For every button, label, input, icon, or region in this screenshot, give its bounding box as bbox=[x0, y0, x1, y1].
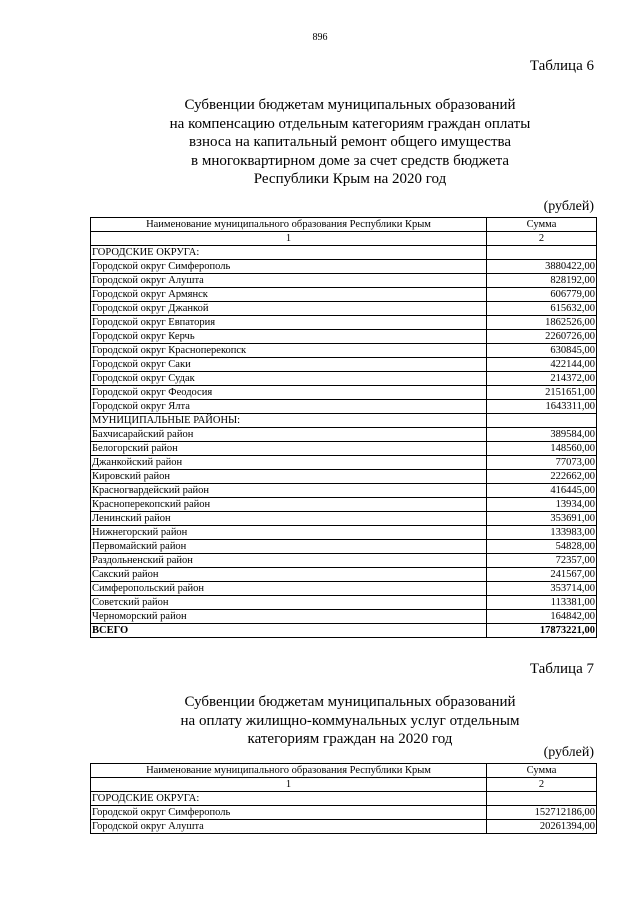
table-row bbox=[91, 512, 597, 526]
row-sum: 3880422,00 bbox=[487, 260, 597, 274]
table6-units: (рублей) bbox=[543, 199, 594, 214]
table6 bbox=[90, 217, 597, 638]
row-sum: 389584,00 bbox=[487, 428, 597, 442]
row-sum: 615632,00 bbox=[487, 302, 597, 316]
table6-heading-line: Республики Крым на 2020 год bbox=[253, 171, 447, 187]
table-row bbox=[91, 344, 597, 358]
total-label: ВСЕГО bbox=[91, 624, 487, 638]
table-row bbox=[91, 358, 597, 372]
table-row bbox=[91, 526, 597, 540]
section-row bbox=[91, 414, 597, 428]
table-row bbox=[91, 260, 597, 274]
table-row bbox=[91, 400, 597, 414]
table7 bbox=[90, 763, 597, 834]
row-sum: 828192,00 bbox=[487, 274, 597, 288]
empty-cell bbox=[487, 414, 597, 428]
section-row bbox=[91, 246, 597, 260]
row-sum: 1643311,00 bbox=[487, 400, 597, 414]
table6-column-number-row bbox=[91, 232, 597, 246]
row-name: Раздольненский район bbox=[91, 554, 487, 568]
row-sum: 54828,00 bbox=[487, 540, 597, 554]
row-name: Городской округ Симферополь bbox=[91, 260, 487, 274]
row-name: Первомайский район bbox=[91, 540, 487, 554]
row-sum: 416445,00 bbox=[487, 484, 597, 498]
table-row bbox=[91, 316, 597, 330]
table7-heading-line: на оплату жилищно-коммунальных услуг отдельным bbox=[180, 712, 520, 729]
row-name: Кировский район bbox=[91, 470, 487, 484]
column-header-sum: Сумма bbox=[487, 218, 597, 232]
table-row bbox=[91, 428, 597, 442]
table-row bbox=[91, 484, 597, 498]
row-sum: 13934,00 bbox=[487, 498, 597, 512]
row-sum: 133983,00 bbox=[487, 526, 597, 540]
table7-heading-line: категориям граждан на 2020 год bbox=[247, 731, 453, 747]
row-name: Сакский район bbox=[91, 568, 487, 582]
table-row bbox=[91, 274, 597, 288]
row-sum: 2260726,00 bbox=[487, 330, 597, 344]
table7-label: Таблица 7 bbox=[529, 661, 594, 677]
table-row bbox=[91, 302, 597, 316]
table6-heading bbox=[60, 96, 640, 189]
table6-heading-line: взноса на капитальный ремонт общего имущества bbox=[188, 134, 512, 150]
column-number: 2 bbox=[487, 232, 597, 246]
row-sum: 72357,00 bbox=[487, 554, 597, 568]
table-row bbox=[91, 330, 597, 344]
table6-heading-line: в многоквартирном доме за счет средств бюджета bbox=[191, 152, 509, 169]
row-name: Городской округ Алушта bbox=[91, 274, 487, 288]
row-sum: 77073,00 bbox=[487, 456, 597, 470]
table-row bbox=[91, 610, 597, 624]
row-name: Городской округ Красноперекопск bbox=[91, 344, 487, 358]
column-header-name: Наименование муниципального образования Республики Крым bbox=[91, 218, 487, 232]
total-row bbox=[91, 624, 597, 638]
row-sum: 2151651,00 bbox=[487, 386, 597, 400]
row-name: Белогорский район bbox=[91, 442, 487, 456]
section-row bbox=[91, 792, 597, 806]
row-sum: 353691,00 bbox=[487, 512, 597, 526]
row-name: Советский район bbox=[91, 596, 487, 610]
row-sum: 1862526,00 bbox=[487, 316, 597, 330]
row-sum: 630845,00 bbox=[487, 344, 597, 358]
table7-heading bbox=[60, 693, 640, 749]
row-name: Городской округ Джанкой bbox=[91, 302, 487, 316]
table-row bbox=[91, 554, 597, 568]
column-number: 2 bbox=[487, 778, 597, 792]
page-number: 896 bbox=[312, 32, 328, 43]
section-title: МУНИЦИПАЛЬНЫЕ РАЙОНЫ: bbox=[91, 414, 487, 428]
row-sum: 113381,00 bbox=[487, 596, 597, 610]
row-name: Черноморский район bbox=[91, 610, 487, 624]
column-number: 1 bbox=[91, 232, 487, 246]
row-name: Городской округ Керчь bbox=[91, 330, 487, 344]
column-number: 1 bbox=[91, 778, 487, 792]
table-row bbox=[91, 470, 597, 484]
table-row bbox=[91, 456, 597, 470]
row-name: Городской округ Судак bbox=[91, 372, 487, 386]
row-name: Красногвардейский район bbox=[91, 484, 487, 498]
column-header-sum: Сумма bbox=[487, 764, 597, 778]
table-row bbox=[91, 372, 597, 386]
table-row bbox=[91, 806, 597, 820]
column-header-name: Наименование муниципального образования Республики Крым bbox=[91, 764, 487, 778]
row-name: Городской округ Алушта bbox=[91, 820, 487, 834]
row-name: Городской округ Симферополь bbox=[91, 806, 487, 820]
row-name: Городской округ Евпатория bbox=[91, 316, 487, 330]
row-sum: 422144,00 bbox=[487, 358, 597, 372]
row-sum: 353714,00 bbox=[487, 582, 597, 596]
row-name: Городской округ Армянск bbox=[91, 288, 487, 302]
row-sum: 241567,00 bbox=[487, 568, 597, 582]
row-name: Джанкойский район bbox=[91, 456, 487, 470]
table-row bbox=[91, 288, 597, 302]
row-name: Городской округ Ялта bbox=[91, 400, 487, 414]
row-sum: 148560,00 bbox=[487, 442, 597, 456]
row-sum: 214372,00 bbox=[487, 372, 597, 386]
table6-heading-line: Субвенции бюджетам муниципальных образований bbox=[184, 97, 516, 113]
table6-label: Таблица 6 bbox=[529, 58, 594, 74]
table7-units: (рублей) bbox=[543, 745, 594, 760]
row-sum: 164842,00 bbox=[487, 610, 597, 624]
table7-column-number-row bbox=[91, 778, 597, 792]
row-name: Симферопольский район bbox=[91, 582, 487, 596]
section-title: ГОРОДСКИЕ ОКРУГА: bbox=[91, 246, 487, 260]
empty-cell bbox=[487, 792, 597, 806]
row-name: Красноперекопский район bbox=[91, 498, 487, 512]
section-title: ГОРОДСКИЕ ОКРУГА: bbox=[91, 792, 487, 806]
table-row bbox=[91, 498, 597, 512]
row-name: Бахчисарайский район bbox=[91, 428, 487, 442]
row-name: Нижнегорский район bbox=[91, 526, 487, 540]
table-row bbox=[91, 568, 597, 582]
table-row bbox=[91, 582, 597, 596]
empty-cell bbox=[487, 246, 597, 260]
row-name: Городской округ Феодосия bbox=[91, 386, 487, 400]
table-row bbox=[91, 442, 597, 456]
row-sum: 152712186,00 bbox=[487, 806, 597, 820]
row-name: Ленинский район bbox=[91, 512, 487, 526]
row-name: Городской округ Саки bbox=[91, 358, 487, 372]
table-row bbox=[91, 596, 597, 610]
table7-header-row bbox=[91, 764, 597, 778]
table6-header-row bbox=[91, 218, 597, 232]
table-row bbox=[91, 820, 597, 834]
total-sum: 17873221,00 bbox=[487, 624, 597, 638]
table7-heading-line: Субвенции бюджетам муниципальных образований bbox=[184, 694, 516, 710]
table6-heading-line: на компенсацию отдельным категориям граждан оплаты bbox=[169, 115, 531, 132]
table-row bbox=[91, 386, 597, 400]
table-row bbox=[91, 540, 597, 554]
row-sum: 20261394,00 bbox=[487, 820, 597, 834]
row-sum: 606779,00 bbox=[487, 288, 597, 302]
row-sum: 222662,00 bbox=[487, 470, 597, 484]
